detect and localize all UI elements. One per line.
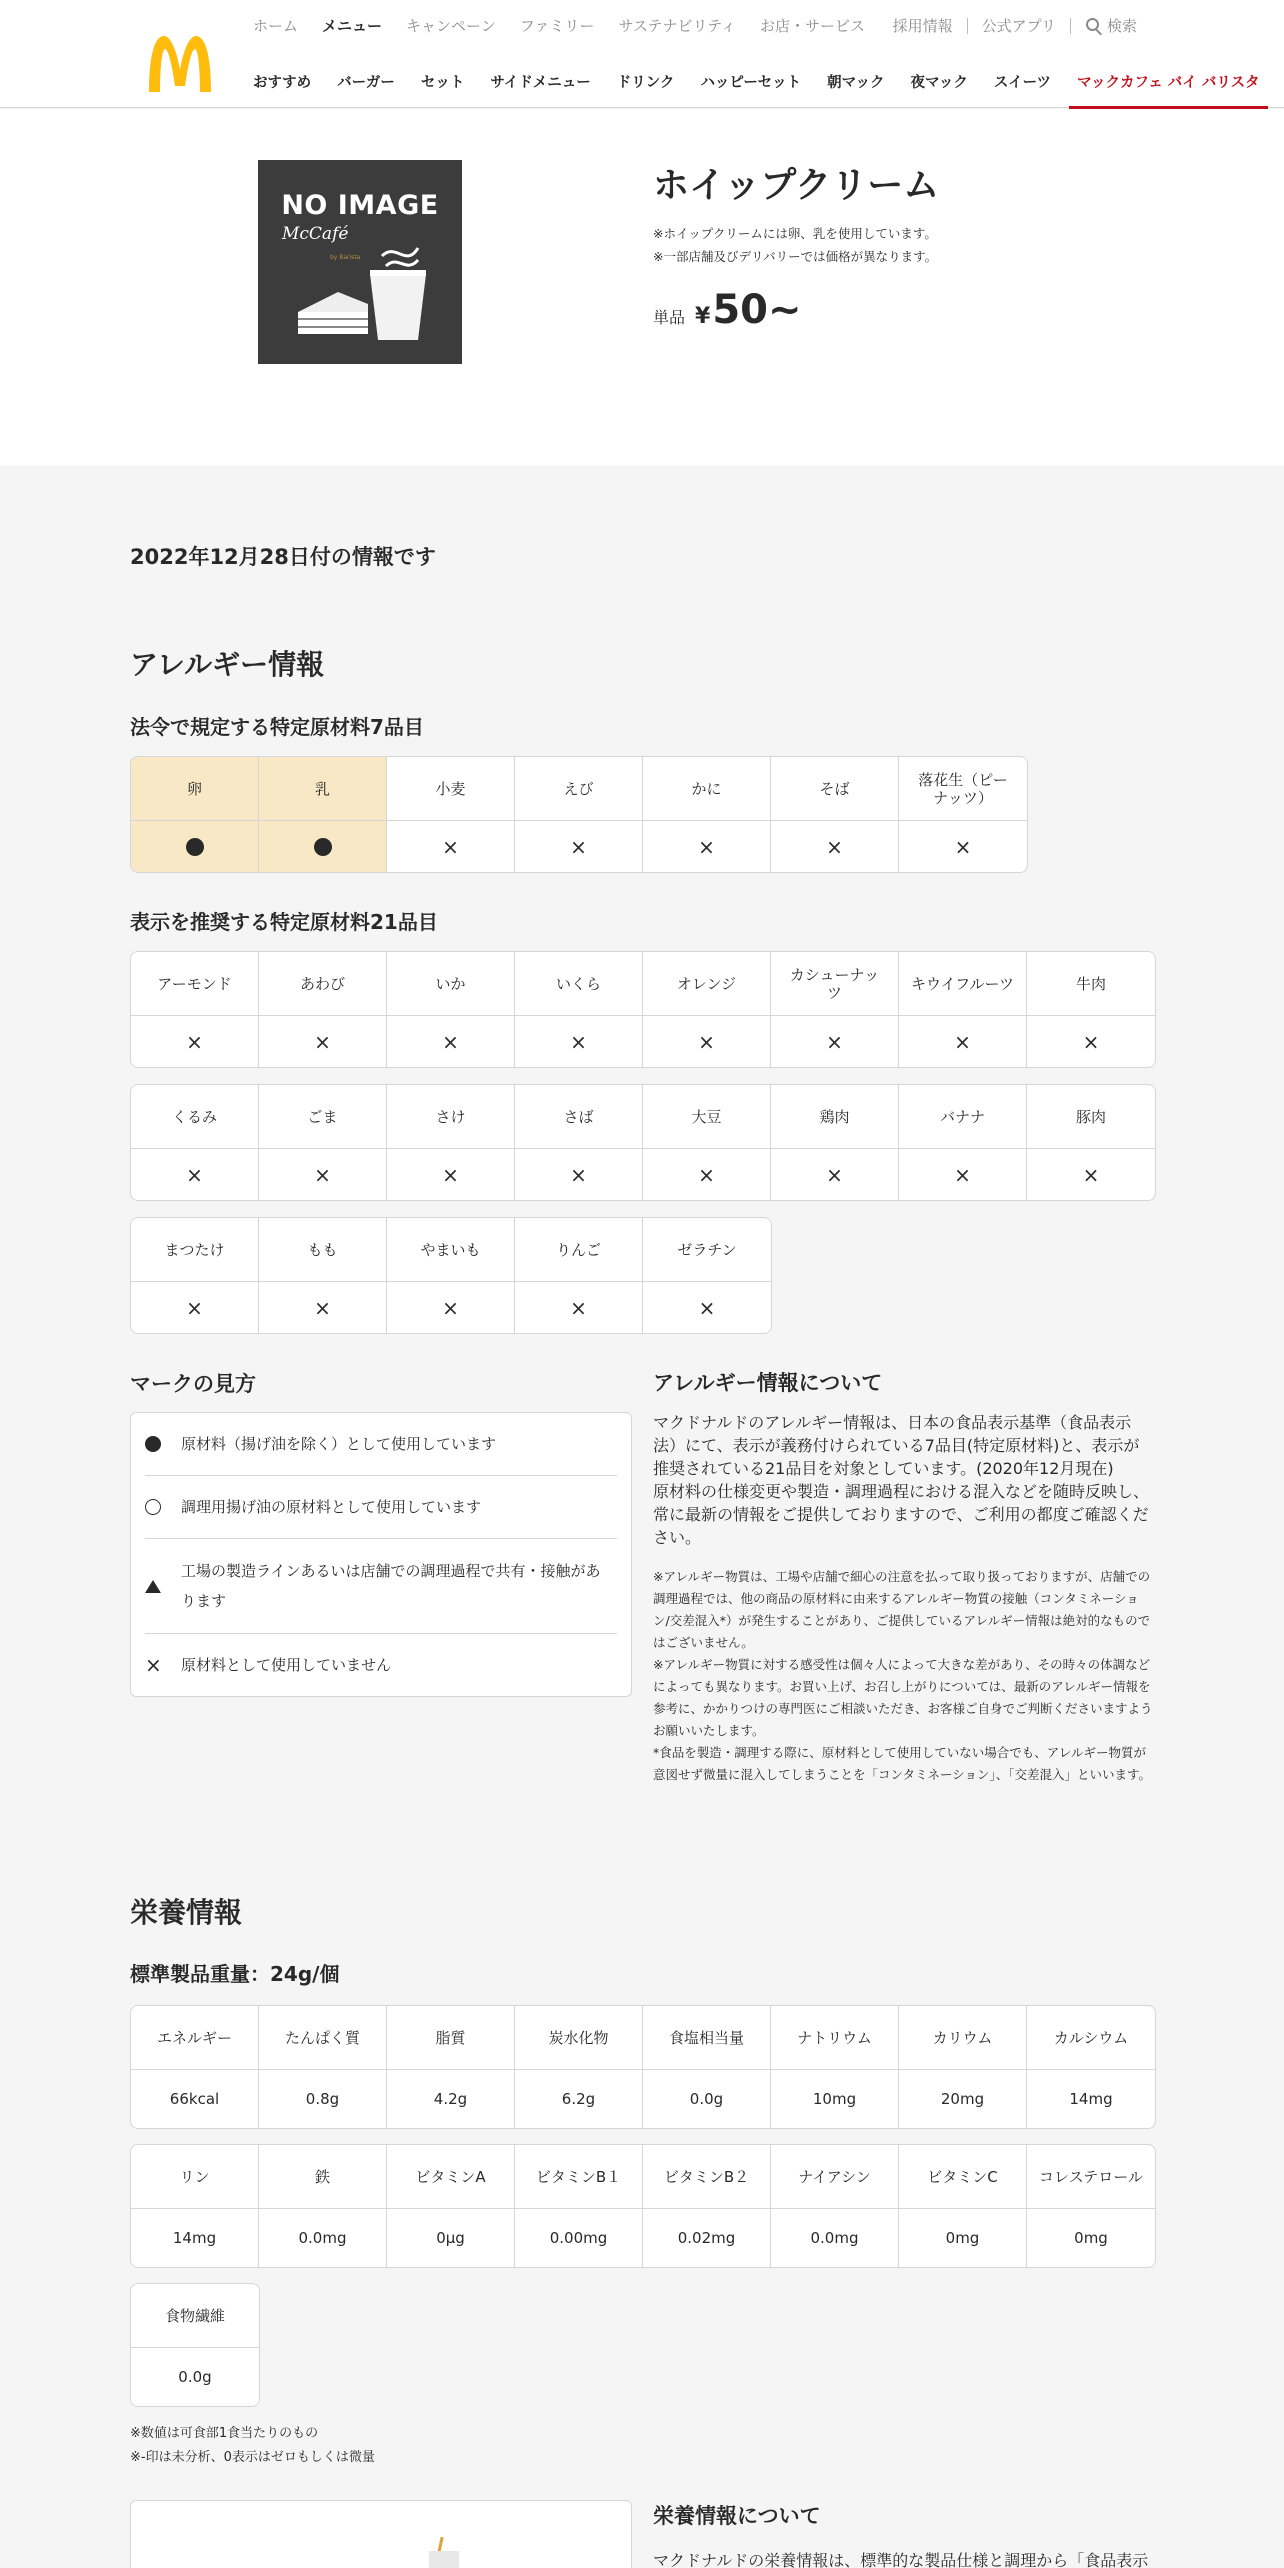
allergen-cell bbox=[259, 952, 387, 1067]
nutrient-name: ナトリウム bbox=[771, 2006, 898, 2070]
price-value: 50~ bbox=[712, 287, 802, 333]
cross-icon: × bbox=[954, 834, 972, 859]
menu-category-tab[interactable]: サイドメニュー bbox=[490, 75, 591, 91]
allergen-cell bbox=[515, 1218, 643, 1333]
nutrient-value: 0mg bbox=[945, 2229, 980, 2247]
allergen-mark bbox=[387, 1282, 514, 1333]
nutrient-value: 66kcal bbox=[169, 2090, 220, 2108]
allergen-name: バナナ bbox=[899, 1085, 1026, 1149]
nutrition-note: ※数値は可食部1食当たりのもの bbox=[130, 2426, 319, 2441]
search-label: 検索 bbox=[1106, 17, 1137, 35]
cross-icon: × bbox=[1082, 1029, 1100, 1054]
allergen-name: まつたけ bbox=[131, 1218, 258, 1282]
allergen-mark bbox=[131, 1016, 258, 1067]
nutrient-name: ビタミンC bbox=[899, 2145, 1026, 2209]
allergen-name: やまいも bbox=[387, 1218, 514, 1282]
nutrient-name: ビタミンA bbox=[387, 2145, 514, 2209]
cross-icon: × bbox=[954, 1029, 971, 1054]
menu-category-tab[interactable]: 朝マック bbox=[827, 75, 885, 91]
required-allergens-table bbox=[130, 756, 1028, 873]
allergen-mark bbox=[1027, 1016, 1155, 1067]
allergen-mark bbox=[899, 821, 1027, 872]
allergen-mark bbox=[515, 1282, 642, 1333]
allergen-mark bbox=[259, 1149, 386, 1200]
nutrient-cell bbox=[899, 2006, 1027, 2128]
allergen-name: ゼラチン bbox=[643, 1218, 771, 1282]
allergen-name: 卵 bbox=[131, 757, 258, 821]
nutrient-value: 0mg bbox=[1074, 2229, 1108, 2247]
nutrition-table bbox=[130, 2144, 1156, 2268]
allergen-name: キウイフルーツ bbox=[899, 952, 1026, 1016]
allergen-mark bbox=[131, 1149, 258, 1200]
allergen-mark bbox=[899, 1016, 1026, 1067]
utility-nav bbox=[893, 15, 1137, 36]
recommended-allergens-table bbox=[130, 1217, 772, 1334]
allergen-mark bbox=[643, 821, 770, 872]
allergen-cell bbox=[259, 757, 387, 872]
cross-icon: × bbox=[186, 1295, 203, 1320]
nutrient-value: 14mg bbox=[1069, 2090, 1113, 2108]
allergen-mark bbox=[387, 1149, 514, 1200]
menu-category-tab[interactable]: バーガー bbox=[337, 75, 395, 91]
cross-icon: × bbox=[314, 1295, 331, 1320]
nutrient-name: ビタミンB２ bbox=[643, 2145, 770, 2209]
cup-icon bbox=[370, 270, 426, 340]
nutrient-value: 0.0mg bbox=[298, 2229, 347, 2247]
allergen-name: りんご bbox=[515, 1218, 642, 1282]
product-price bbox=[653, 287, 802, 333]
nutrient-cell bbox=[387, 2006, 515, 2128]
allergen-mark bbox=[899, 1149, 1026, 1200]
nutrient-name: 食塩相当量 bbox=[643, 2006, 770, 2070]
drink-illustration-icon bbox=[411, 2537, 471, 2568]
nutrient-value: 0.0mg bbox=[810, 2229, 859, 2247]
product-image-placeholder bbox=[258, 160, 462, 364]
allergen-name: さけ bbox=[387, 1085, 514, 1149]
allergen-cell bbox=[643, 1085, 771, 1200]
cross-icon: × bbox=[442, 1029, 459, 1054]
nutrient-value: 0.0g bbox=[178, 2368, 212, 2386]
search-icon bbox=[1085, 17, 1103, 35]
global-nav-link[interactable]: お店・サービス bbox=[760, 17, 866, 35]
careers-link[interactable]: 採用情報 bbox=[892, 17, 953, 35]
product-title: ホイップクリーム bbox=[653, 165, 940, 206]
legend-text: 原材料（揚げ油を除く）として使用しています bbox=[181, 1435, 497, 1453]
allergy-disclaimer: ※アレルギー物質は、工場や店舗で細心の注意を払って取り扱っておりますが、店舗での調理過程では、他の商品の原材料に由来するアレルギー物質の接触（コンタミネーション/交差混入*）が発生することがあり、ご提供しているアレルギー情報は絶対的なものではございません。 ※アレルギー物質に対する感受性は個々人によって大きな差があり、その時々の体調などによっても異なります。お買い上げ、お召し上がりについては、最新のアレルギー情報を参考に、かかりつけの専門医にご相談いただき、お客様ご自身でご判断くださいますようお願いいたします。 *食品を製造・調理する際に、原材料として使用していない場合でも、アレルギー物質が意図せず微量に混入してしまうことを「コンタミネーション」、「交差混入」といいます。 bbox=[653, 1569, 1153, 1782]
required-allergens-heading: 法令で規定する特定原材料7品目 bbox=[130, 715, 424, 739]
allergy-about-heading: アレルギー情報について bbox=[653, 1371, 883, 1395]
nutrient-cell bbox=[899, 2145, 1027, 2267]
filled-circle-icon bbox=[145, 1436, 161, 1452]
allergen-cell bbox=[643, 757, 771, 872]
allergen-name: 乳 bbox=[259, 757, 386, 821]
legend-row bbox=[145, 1634, 617, 1696]
open-circle-icon bbox=[145, 1499, 161, 1515]
nutrient-cell bbox=[515, 2006, 643, 2128]
cross-icon: × bbox=[570, 1162, 587, 1187]
nutrition-table bbox=[130, 2283, 260, 2407]
nutrient-cell bbox=[259, 2006, 387, 2128]
cross-icon: × bbox=[826, 1162, 843, 1187]
nutrient-name: 鉄 bbox=[259, 2145, 386, 2209]
cross-icon: × bbox=[826, 1029, 843, 1054]
nutrient-value: 0.00mg bbox=[549, 2229, 608, 2247]
nutrient-cell bbox=[643, 2145, 771, 2267]
allergen-mark bbox=[643, 1016, 770, 1067]
nutrient-value: 0.02mg bbox=[677, 2229, 736, 2247]
cross-icon: × bbox=[570, 1029, 587, 1054]
allergen-mark bbox=[515, 1016, 642, 1067]
cup-steam-icon bbox=[376, 238, 420, 274]
nutrient-value: 10mg bbox=[812, 2090, 857, 2108]
nutrient-cell bbox=[131, 2284, 259, 2406]
menu-category-tab[interactable]: セット bbox=[420, 75, 465, 91]
cake-icon bbox=[298, 290, 368, 336]
cross-icon: × bbox=[954, 1162, 971, 1187]
allergen-cell bbox=[771, 952, 899, 1067]
legend-row bbox=[145, 1539, 617, 1634]
nutrition-table bbox=[130, 2005, 1156, 2129]
allergen-mark bbox=[771, 1149, 898, 1200]
nutrition-about-heading: 栄養情報について bbox=[653, 2504, 821, 2528]
product-note: ※一部店舗及びデリバリーでは価格が異なります。 bbox=[653, 249, 938, 264]
allergen-mark bbox=[131, 1282, 258, 1333]
allergen-mark bbox=[643, 1149, 770, 1200]
recommended-allergens-table bbox=[130, 1084, 1156, 1201]
filled-circle-icon bbox=[314, 838, 332, 856]
allergen-name: もも bbox=[259, 1218, 386, 1282]
allergen-cell bbox=[515, 757, 643, 872]
cross-icon: × bbox=[186, 1162, 203, 1187]
nutrient-cell bbox=[131, 2006, 259, 2128]
allergen-cell bbox=[387, 1085, 515, 1200]
nutrient-cell bbox=[771, 2006, 899, 2128]
allergen-cell bbox=[131, 952, 259, 1067]
allergen-name: 大豆 bbox=[643, 1085, 770, 1149]
nutrient-value: 4.2g bbox=[433, 2090, 468, 2108]
menu-category-tab[interactable]: 夜マック bbox=[910, 75, 968, 91]
allergen-cell bbox=[899, 757, 1027, 872]
global-nav bbox=[253, 15, 889, 36]
allergen-name: かに bbox=[643, 757, 770, 821]
cross-icon: × bbox=[145, 1653, 162, 1677]
divider bbox=[967, 18, 968, 34]
allergen-name: そば bbox=[771, 757, 898, 821]
price-label: 単品 bbox=[653, 308, 686, 327]
allergen-cell bbox=[387, 757, 515, 872]
nutrient-name: リン bbox=[131, 2145, 258, 2209]
allergen-cell bbox=[1027, 952, 1155, 1067]
menu-category-nav bbox=[253, 62, 1278, 108]
allergen-cell bbox=[131, 757, 259, 872]
menu-category-tab[interactable]: おすすめ bbox=[253, 75, 312, 91]
cross-icon: × bbox=[570, 1295, 587, 1320]
no-image-text: NO IMAGE bbox=[281, 190, 439, 221]
allergen-cell bbox=[387, 1218, 515, 1333]
filled-circle-icon bbox=[186, 838, 204, 856]
nutrient-value: 6.2g bbox=[561, 2090, 596, 2108]
triangle-icon bbox=[145, 1580, 161, 1593]
legend-text: 原材料として使用していません bbox=[181, 1656, 392, 1674]
cross-icon: × bbox=[1082, 1162, 1100, 1187]
nutrient-cell bbox=[515, 2145, 643, 2267]
legend-row bbox=[145, 1476, 617, 1539]
allergy-about-text: マクドナルドのアレルギー情報は、日本の食品表示基準（食品表示法）にて、表示が義務付けられている7品目(特定原材料)と、表示が推奨されている21品目を対象としています。(2020年12月現在) 原材料の仕様変更や製造・調理過程における混入などを随時反映し、常に最新の情報をご提供しておりますので、ご利用の都度ご確認ください。 bbox=[653, 1413, 1150, 1547]
nutrient-cell bbox=[643, 2006, 771, 2128]
allergen-cell bbox=[515, 952, 643, 1067]
product-summary bbox=[0, 109, 1284, 466]
allergen-mark bbox=[259, 821, 386, 872]
allergen-name: 豚肉 bbox=[1027, 1085, 1155, 1149]
allergen-cell bbox=[387, 952, 515, 1067]
allergen-cell bbox=[899, 1085, 1027, 1200]
menu-category-tab[interactable]: ドリンク bbox=[616, 75, 675, 91]
allergen-name: いか bbox=[387, 952, 514, 1016]
allergen-name: えび bbox=[515, 757, 642, 821]
allergen-cell bbox=[771, 1085, 899, 1200]
allergen-cell bbox=[1027, 1085, 1155, 1200]
global-nav-link[interactable]: メニュー bbox=[322, 17, 383, 35]
nutrient-value: 0μg bbox=[436, 2229, 465, 2247]
allergen-cell bbox=[131, 1085, 259, 1200]
legend-text: 調理用揚げ油の原材料として使用しています bbox=[181, 1498, 482, 1516]
menu-category-tab[interactable]: ハッピーセット bbox=[700, 75, 802, 91]
cross-icon: × bbox=[442, 1162, 459, 1187]
nutrient-cell bbox=[1027, 2145, 1155, 2267]
allergen-mark bbox=[131, 821, 258, 872]
legend-text: 工場の製造ラインあるいは店舗での調理過程で共有・接触があります bbox=[181, 1562, 601, 1610]
allergen-name: オレンジ bbox=[643, 952, 770, 1016]
menu-category-tab[interactable]: スイーツ bbox=[993, 75, 1052, 91]
allergen-cell bbox=[131, 1218, 259, 1333]
allergen-mark bbox=[387, 821, 514, 872]
allergen-mark bbox=[771, 821, 898, 872]
cross-icon: × bbox=[186, 1029, 203, 1054]
currency-symbol: ¥ bbox=[695, 304, 711, 329]
allergen-cell bbox=[515, 1085, 643, 1200]
cross-icon: × bbox=[442, 834, 459, 859]
allergen-name: くるみ bbox=[131, 1085, 258, 1149]
nutrient-name: エネルギー bbox=[131, 2006, 258, 2070]
allergen-cell bbox=[259, 1218, 387, 1333]
nutrient-cell bbox=[387, 2145, 515, 2267]
nutrient-name: ナイアシン bbox=[771, 2145, 898, 2209]
legend-heading: マークの見方 bbox=[130, 1372, 256, 1396]
nutrient-cell bbox=[259, 2145, 387, 2267]
allergen-cell bbox=[643, 952, 771, 1067]
allergen-mark bbox=[515, 1149, 642, 1200]
by-barista-text: by Barista bbox=[330, 254, 361, 261]
cross-icon: × bbox=[570, 834, 587, 859]
search-button[interactable] bbox=[1085, 15, 1137, 36]
allergen-mark bbox=[1027, 1149, 1155, 1200]
nutrient-name: ビタミンB１ bbox=[515, 2145, 642, 2209]
nutrient-name: コレステロール bbox=[1027, 2145, 1155, 2209]
nutrient-cell bbox=[1027, 2006, 1155, 2128]
nutrient-value: 14mg bbox=[172, 2229, 217, 2247]
cross-icon: × bbox=[314, 1162, 331, 1187]
recommended-allergens-table bbox=[130, 951, 1156, 1068]
allergy-heading: アレルギー情報 bbox=[130, 648, 325, 681]
cross-icon: × bbox=[698, 1029, 715, 1054]
cross-icon: × bbox=[698, 1295, 716, 1320]
global-nav-link[interactable]: ファミリー bbox=[519, 17, 595, 35]
recommended-allergens-heading: 表示を推奨する特定原材料21品目 bbox=[130, 910, 438, 934]
site-header bbox=[0, 0, 1284, 108]
product-notes bbox=[653, 222, 937, 268]
nutrient-name: 脂質 bbox=[387, 2006, 514, 2070]
allergen-name: 鶏肉 bbox=[771, 1085, 898, 1149]
mccafe-logo-text: McCafé bbox=[282, 224, 349, 244]
official-app-link[interactable]: 公式アプリ bbox=[981, 17, 1056, 35]
allergen-name: あわび bbox=[259, 952, 386, 1016]
mark-legend bbox=[130, 1412, 632, 1697]
nutrition-heading: 栄養情報 bbox=[130, 1896, 243, 1929]
menu-category-tab[interactable]: マックカフェ バイ バリスタ bbox=[1069, 62, 1268, 108]
cross-icon: × bbox=[442, 1295, 459, 1320]
global-nav-link[interactable]: ホーム bbox=[253, 17, 299, 35]
divider bbox=[1070, 18, 1071, 34]
allergen-mark bbox=[515, 821, 642, 872]
nutrient-cell bbox=[131, 2145, 259, 2267]
allergen-name: 落花生（ピーナッツ） bbox=[899, 757, 1027, 821]
nutrient-value: 20mg bbox=[940, 2090, 985, 2108]
allergen-mark bbox=[259, 1016, 386, 1067]
cross-icon: × bbox=[826, 834, 843, 859]
allergen-mark bbox=[387, 1016, 514, 1067]
nutrient-value: 0.0g bbox=[689, 2090, 724, 2108]
global-nav-link[interactable]: サステナビリティ bbox=[618, 17, 737, 35]
allergen-mark bbox=[643, 1282, 771, 1333]
allergen-name: さば bbox=[515, 1085, 642, 1149]
info-date: 2022年12月28日付の情報です bbox=[130, 545, 436, 569]
allergen-cell bbox=[899, 952, 1027, 1067]
allergen-name: ごま bbox=[259, 1085, 386, 1149]
product-note: ※ホイップクリームには卵、乳を使用しています。 bbox=[653, 226, 937, 241]
cross-icon: × bbox=[314, 1029, 331, 1054]
nutrition-note: ※-印は未分析、0表示はゼロもしくは微量 bbox=[130, 2450, 375, 2465]
nutrient-name: カリウム bbox=[899, 2006, 1026, 2070]
allergen-name: 牛肉 bbox=[1027, 952, 1155, 1016]
nutrient-cell bbox=[771, 2145, 899, 2267]
nutrient-name: 炭水化物 bbox=[515, 2006, 642, 2070]
allergen-cell bbox=[259, 1085, 387, 1200]
allergen-cell bbox=[771, 757, 899, 872]
mcdonalds-logo-icon[interactable] bbox=[147, 34, 213, 92]
nutrient-value: 0.8g bbox=[305, 2090, 340, 2108]
nutrition-about-text: マクドナルドの栄養情報は、標準的な製品仕様と調理から「食品表示 bbox=[653, 2551, 1149, 2568]
allergen-name: アーモンド bbox=[131, 952, 258, 1016]
product-weight: 標準製品重量：24g/個 bbox=[130, 1962, 340, 1986]
nutrient-name: カルシウム bbox=[1027, 2006, 1155, 2070]
allergen-mark bbox=[259, 1282, 386, 1333]
cross-icon: × bbox=[698, 1162, 715, 1187]
nutrient-name: 食物繊維 bbox=[131, 2284, 259, 2348]
allergen-mark bbox=[771, 1016, 898, 1067]
allergen-name: カシューナッツ bbox=[771, 952, 898, 1016]
cross-icon: × bbox=[698, 834, 715, 859]
nutrient-name: たんぱく質 bbox=[259, 2006, 386, 2070]
allergen-cell bbox=[643, 1218, 771, 1333]
nutrition-image-card bbox=[130, 2500, 632, 2568]
allergen-name: いくら bbox=[515, 952, 642, 1016]
legend-row bbox=[145, 1413, 617, 1476]
global-nav-link[interactable]: キャンペーン bbox=[406, 17, 496, 35]
allergen-name: 小麦 bbox=[387, 757, 514, 821]
